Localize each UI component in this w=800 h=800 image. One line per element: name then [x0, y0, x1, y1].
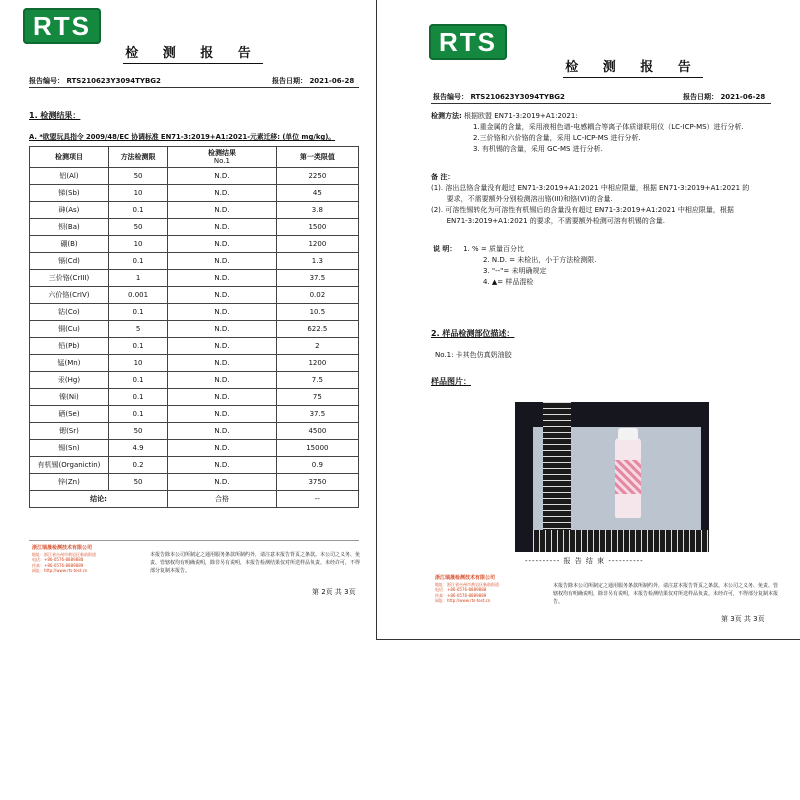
col-result: 检测结果 No.1 — [168, 147, 277, 168]
cell-limit: 1500 — [276, 219, 358, 236]
table-row — [30, 338, 359, 355]
report-date: 2021-06-28 — [309, 77, 355, 85]
cell-mdl: 0.001 — [108, 287, 167, 304]
cell-limit: 10.5 — [276, 304, 358, 321]
table-row — [30, 372, 359, 389]
cell-result: N.D. — [168, 474, 277, 491]
disclaimer: 本报告除本公司所制定之通用服务条款所制约外，请注意本报告背页之条款。本公司之义务、免责、管辖权均有明确说明，除非另有说明，本报告检测结果仅对所送样品负责。未经许可，不得部分复制本报告。 — [150, 552, 361, 574]
cell-item: 硼(B) — [30, 236, 109, 253]
report-number: RTS210623Y3094TYBG2 — [66, 77, 161, 85]
cell-limit: 1200 — [276, 236, 358, 253]
cell-mdl: 4.9 — [108, 440, 167, 457]
report-date-line: 报告日期： 2021-06-28 — [272, 77, 355, 85]
cell-item: 铅(Pb) — [30, 338, 109, 355]
cell-mdl: 0.1 — [108, 389, 167, 406]
cell-mdl: 10 — [108, 185, 167, 202]
cell-mdl: 0.1 — [108, 202, 167, 219]
rts-logo: RTS — [429, 24, 507, 60]
cell-mdl: 50 — [108, 168, 167, 185]
table-row — [30, 253, 359, 270]
cell-limit: 7.5 — [276, 372, 358, 389]
cell-result: N.D. — [168, 202, 277, 219]
cell-result: N.D. — [168, 321, 277, 338]
cell-limit: 37.5 — [276, 406, 358, 423]
cell-item: 锌(Zn) — [30, 474, 109, 491]
report-number-line: 报告编号： RTS210623Y3094TYBG2 — [433, 93, 565, 101]
cell-item: 锶(Sr) — [30, 423, 109, 440]
cell-item: 镉(Cd) — [30, 253, 109, 270]
section-title-results: 1. 检测结果： — [29, 111, 81, 120]
sample-photo-label: 样品图片： — [431, 377, 471, 386]
report-end-marker: ---------- 报 告 结 束 ---------- — [525, 557, 644, 565]
sample-tube — [615, 438, 641, 518]
cell-limit: 75 — [276, 389, 358, 406]
cell-result: N.D. — [168, 270, 277, 287]
cell-limit: 37.5 — [276, 270, 358, 287]
cell-limit: 2250 — [276, 168, 358, 185]
cell-item: 汞(Hg) — [30, 372, 109, 389]
cell-mdl: 0.1 — [108, 253, 167, 270]
cell-mdl: 0.2 — [108, 457, 167, 474]
col-item: 检测项目 — [30, 147, 109, 168]
report-number: RTS210623Y3094TYBG2 — [470, 93, 565, 101]
table-subtitle: A. *欧盟玩具指令 2009/48/EC 协调标准 EN71-3:2019+A1:2021-元素迁移: (单位 mg/kg)。 — [29, 133, 336, 141]
table-row — [30, 474, 359, 491]
table-row — [30, 406, 359, 423]
cell-limit: 0.02 — [276, 287, 358, 304]
section-title-sample: 2. 样品检测部位描述： — [431, 329, 515, 338]
cell-limit: 3750 — [276, 474, 358, 491]
cell-result: N.D. — [168, 168, 277, 185]
cell-item: 铝(Al) — [30, 168, 109, 185]
cell-limit: 3.8 — [276, 202, 358, 219]
table-row — [30, 219, 359, 236]
cell-limit: 0.9 — [276, 457, 358, 474]
cell-result: N.D. — [168, 355, 277, 372]
header-divider — [29, 87, 359, 88]
cell-item: 锑(Sb) — [30, 185, 109, 202]
conclusion-result: 合格 — [168, 491, 277, 508]
cell-mdl: 0.1 — [108, 304, 167, 321]
remarks-block: 备 注： (1). 溶出总铬含量没有超过 EN71-3:2019+A1:2021 中相应限量，根据 EN71-3:2019+A1:2021 的 要求，不需要额外分别检测溶出铬(III)和铬(VI)的含量. (2). 可溶性锡转化为可溶性有机锡后的含量没有超过 EN71-3:2019+A1:2021 中相应限量，根据 EN71-3:2019+A1:2021 的要求，不需要额外检测可溶有机锡的含量. — [431, 173, 750, 225]
cell-limit: 622.5 — [276, 321, 358, 338]
header-divider — [431, 103, 771, 104]
cell-result: N.D. — [168, 304, 277, 321]
cell-limit: 2 — [276, 338, 358, 355]
sample-description: No.1: 卡其色仿真奶油胶 — [435, 351, 512, 359]
table-row — [30, 287, 359, 304]
cell-item: 有机锡(Organictin) — [30, 457, 109, 474]
cell-limit: 1.3 — [276, 253, 358, 270]
table-header-row — [30, 147, 359, 168]
cell-item: 锰(Mn) — [30, 355, 109, 372]
conclusion-label: 结论: — [30, 491, 168, 508]
cell-result: N.D. — [168, 219, 277, 236]
table-row — [30, 185, 359, 202]
report-title: 检 测 报 告 — [563, 56, 703, 78]
ruler-horizontal — [533, 530, 709, 552]
cell-result: N.D. — [168, 287, 277, 304]
cell-item: 镍(Ni) — [30, 389, 109, 406]
test-method-block: 检测方法: 根据欧盟 EN71-3:2019+A1:2021: 1.重金属的含量，采用液相色谱-电感耦合等离子体质谱联用仪（LC-ICP-MS）进行分析. 2.三价铬和六价铬的含量，采用 LC-ICP-MS 进行分析. 3. 有机锡的含量，采用 GC-MS 进行分析. — [431, 112, 744, 153]
cell-limit: 4500 — [276, 423, 358, 440]
table-row — [30, 270, 359, 287]
explanation-block: 说 明： 1. % = 质量百分比 2. N.D. = 未检出，小于方法检测限. 3. "--"= 未明确规定 4. ▲= 样品混检 — [433, 245, 597, 286]
results-table — [29, 146, 359, 508]
cell-mdl: 0.1 — [108, 372, 167, 389]
cell-result: N.D. — [168, 457, 277, 474]
cell-item: 砷(As) — [30, 202, 109, 219]
report-page-2 — [0, 0, 372, 640]
cell-mdl: 5 — [108, 321, 167, 338]
cell-mdl: 0.1 — [108, 406, 167, 423]
table-row — [30, 304, 359, 321]
cell-result: N.D. — [168, 423, 277, 440]
cell-result: N.D. — [168, 185, 277, 202]
cell-item: 钡(Ba) — [30, 219, 109, 236]
cell-mdl: 0.1 — [108, 338, 167, 355]
cell-result: N.D. — [168, 236, 277, 253]
cell-mdl: 10 — [108, 355, 167, 372]
table-row — [30, 355, 359, 372]
page-number: 第 2页 共 3页 — [312, 588, 356, 596]
conclusion-limit: -- — [276, 491, 358, 508]
conclusion-row — [30, 491, 359, 508]
cell-result: N.D. — [168, 338, 277, 355]
sample-photo — [515, 402, 709, 552]
report-page-3 — [376, 0, 800, 640]
cell-mdl: 50 — [108, 219, 167, 236]
cell-mdl: 10 — [108, 236, 167, 253]
cell-item: 三价铬(CrIII) — [30, 270, 109, 287]
cell-limit: 1200 — [276, 355, 358, 372]
company-stamp: 浙江瑞晟检测技术有限公司 地址：浙江省台州市黄岩区新前街道 电话：+86-0576-8889888 传真：+86-0576-8889889 网址：http://www.rts-test.cn — [32, 545, 96, 573]
cell-result: N.D. — [168, 406, 277, 423]
cell-item: 硒(Se) — [30, 406, 109, 423]
cell-item: 六价铬(CrIV) — [30, 287, 109, 304]
company-stamp: 浙江瑞晟检测技术有限公司 地址：浙江省台州市黄岩区新前街道 电话：+86-0576-8889888 传真：+86-0576-8889889 网址：http://www.rts-test.cn — [435, 575, 499, 603]
cell-result: N.D. — [168, 389, 277, 406]
cell-limit: 45 — [276, 185, 358, 202]
report-number-line: 报告编号： RTS210623Y3094TYBG2 — [29, 77, 161, 85]
col-mdl: 方法检测限 — [108, 147, 167, 168]
table-row — [30, 202, 359, 219]
table-row — [30, 457, 359, 474]
cell-result: N.D. — [168, 253, 277, 270]
cell-mdl: 50 — [108, 423, 167, 440]
report-date: 2021-06-28 — [720, 93, 766, 101]
cell-item: 锡(Sn) — [30, 440, 109, 457]
page-number: 第 3页 共 3页 — [721, 615, 765, 623]
cell-mdl: 1 — [108, 270, 167, 287]
report-date-line: 报告日期： 2021-06-28 — [683, 93, 766, 101]
table-row — [30, 236, 359, 253]
col-limit: 第一类限值 — [276, 147, 358, 168]
table-row — [30, 440, 359, 457]
rts-logo: RTS — [23, 8, 101, 44]
table-row — [30, 389, 359, 406]
cell-result: N.D. — [168, 440, 277, 457]
report-title: 检 测 报 告 — [123, 42, 263, 64]
table-row — [30, 321, 359, 338]
table-row — [30, 168, 359, 185]
cell-result: N.D. — [168, 372, 277, 389]
cell-mdl: 50 — [108, 474, 167, 491]
disclaimer: 本报告除本公司所制定之通用服务条款所制约外，请注意本报告背页之条款。本公司之义务、免责、管辖权均有明确说明，除非另有说明，本报告检测结果仅对所送样品负责。未经许可，不得部分复制本报告。 — [553, 583, 779, 605]
cell-item: 铜(Cu) — [30, 321, 109, 338]
footer-divider — [29, 540, 359, 541]
cell-item: 钴(Co) — [30, 304, 109, 321]
cell-limit: 15000 — [276, 440, 358, 457]
table-row — [30, 423, 359, 440]
